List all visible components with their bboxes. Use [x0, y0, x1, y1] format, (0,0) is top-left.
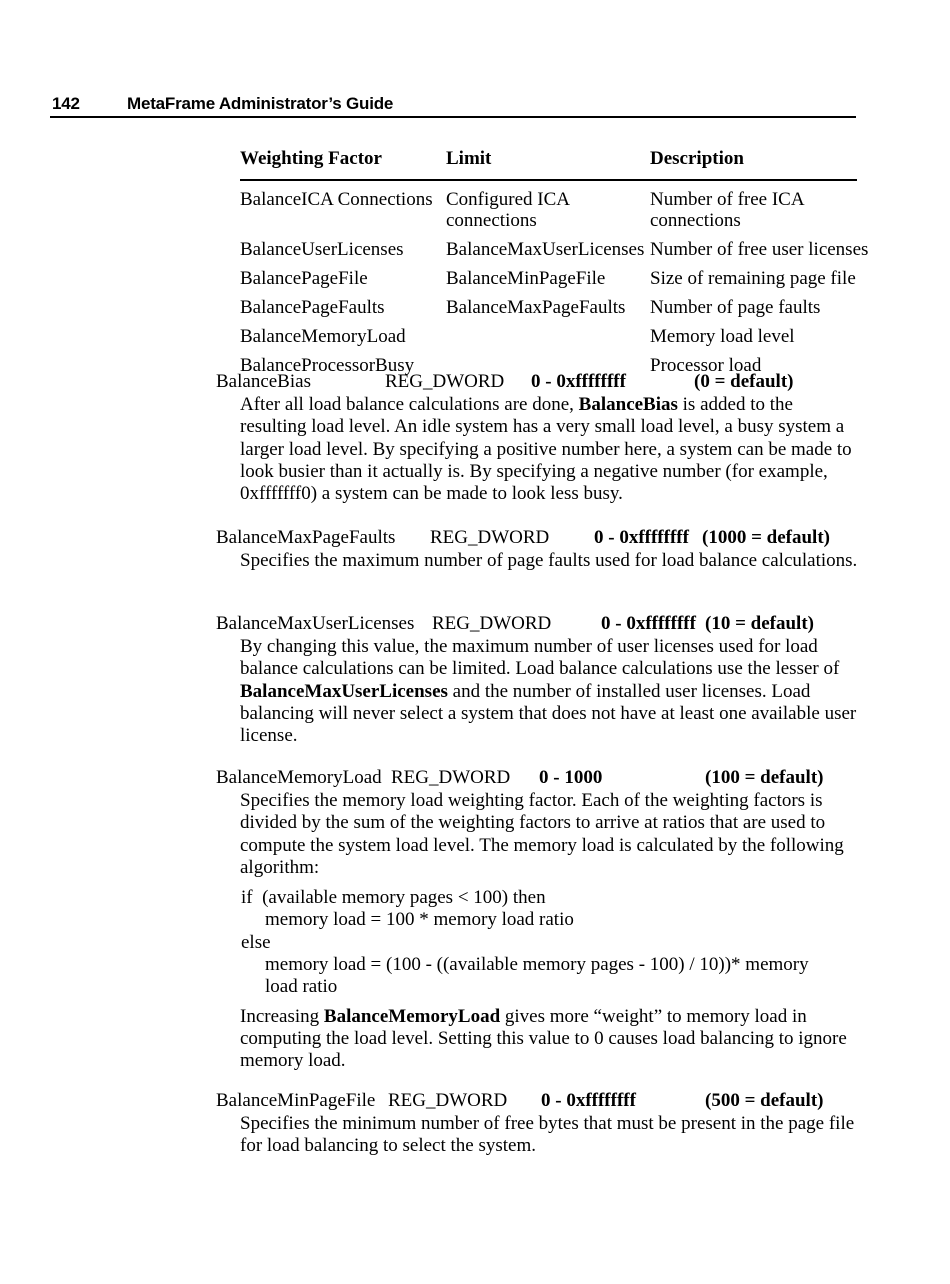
entry-type: REG_DWORD	[391, 767, 511, 788]
table-row	[240, 268, 880, 289]
registry-entry-balanceminpagefile	[216, 1090, 882, 1158]
entry-default: (500 = default)	[705, 1090, 824, 1111]
entry-heading	[216, 613, 882, 636]
registry-entry-balancebias	[216, 371, 882, 505]
paragraph-bold-term: BalanceMaxUserLicenses	[240, 680, 448, 702]
weighting-factor-table	[240, 148, 880, 376]
algorithm-block	[241, 887, 882, 998]
cell-limit: Configured ICA connections	[446, 189, 569, 231]
entry-type: REG_DWORD	[430, 527, 550, 548]
column-header-description: Description	[650, 148, 744, 169]
page-number: 142	[52, 94, 80, 113]
algorithm-line: else	[241, 931, 271, 953]
cell-description: Size of remaining page file	[650, 268, 856, 289]
cell-factor: BalanceICA Connections	[240, 189, 433, 210]
entry-heading	[216, 1090, 882, 1113]
cell-factor: BalancePageFile	[240, 268, 368, 289]
table-header-row	[240, 148, 857, 181]
entry-range: 0 - 0xffffffff	[541, 1090, 636, 1111]
entry-name: BalanceMemoryLoad	[216, 767, 382, 788]
paragraph-bold-term: BalanceBias	[578, 394, 678, 415]
cell-description: Memory load level	[650, 326, 795, 347]
entry-type: REG_DWORD	[432, 613, 552, 634]
algorithm-line: memory load = 100 * memory load ratio	[265, 909, 574, 931]
paragraph-text: gives more “weight” to memory load in computing the load level. Setting this value to 0 causes load balancing to ignore memory load.	[240, 1005, 847, 1072]
entry-paragraph	[240, 1006, 861, 1073]
table-row	[240, 326, 880, 347]
registry-entry-balancememoryload	[216, 767, 882, 1073]
cell-factor: BalanceProcessorBusy	[240, 355, 415, 376]
cell-description: Processor load	[650, 355, 762, 376]
column-header-weighting-factor: Weighting Factor	[240, 148, 382, 169]
entry-paragraph: Specifies the memory load weighting factor. Each of the weighting factors is divided by the sum of the weighting factors to arrive at ratios that are used to compute the system load level. The memory load is calculated by the following algorithm:	[240, 790, 844, 878]
table-row	[240, 189, 880, 231]
entry-range: 0 - 0xffffffff	[531, 371, 626, 392]
paragraph-bold-term: BalanceMemoryLoad	[323, 1005, 501, 1027]
cell-description: Number of free ICA connections	[650, 189, 804, 231]
cell-limit: BalanceMinPageFile	[446, 268, 606, 289]
entry-default: (0 = default)	[694, 371, 794, 392]
registry-entry-balancemaxpagefaults	[216, 527, 882, 572]
entry-default: (10 = default)	[705, 613, 814, 634]
column-header-limit: Limit	[446, 148, 492, 169]
header-rule	[50, 116, 856, 118]
entry-heading	[216, 371, 882, 394]
paragraph-text: and the number of installed user licenses. Load balancing will never select a system that does not have at least one available user license.	[240, 680, 857, 747]
paragraph-text: Increasing	[240, 1005, 324, 1027]
entry-default: (1000 = default)	[702, 527, 830, 548]
entry-name: BalanceMaxPageFaults	[216, 527, 396, 548]
entry-range: 0 - 0xffffffff	[594, 527, 689, 548]
entry-range: 0 - 1000	[539, 767, 603, 788]
cell-limit: BalanceMaxUserLicenses	[446, 239, 645, 260]
entry-type: REG_DWORD	[385, 371, 505, 392]
entry-name: BalanceMaxUserLicenses	[216, 613, 415, 634]
entry-name: BalanceBias	[216, 371, 311, 392]
algorithm-line: memory load = (100 - ((available memory pages - 100) / 10))* memory	[265, 954, 809, 976]
algorithm-line: if (available memory pages < 100) then	[241, 887, 546, 909]
entry-type: REG_DWORD	[388, 1090, 508, 1111]
registry-entry-balancemaxuserlicenses	[216, 613, 882, 747]
cell-factor: BalanceMemoryLoad	[240, 326, 406, 347]
entry-paragraph: Specifies the minimum number of free bytes that must be present in the page file for load balancing to select the system.	[240, 1113, 855, 1157]
entry-paragraph: Specifies the maximum number of page faults used for load balance calculations.	[240, 550, 858, 571]
entry-range: 0 - 0xffffffff	[601, 613, 696, 634]
cell-limit: BalanceMaxPageFaults	[446, 297, 626, 318]
table-row	[240, 297, 880, 318]
entry-paragraph	[240, 394, 861, 505]
cell-limit	[446, 326, 650, 347]
cell-description: Number of free user licenses	[650, 239, 869, 260]
cell-factor: BalancePageFaults	[240, 297, 385, 318]
paragraph-text: By changing this value, the maximum number of user licenses used for load balance calculations can be limited. Load balance calculations use the lesser of	[240, 636, 840, 680]
table-row	[240, 239, 880, 260]
entry-heading	[216, 767, 882, 790]
entry-paragraph	[240, 636, 861, 747]
cell-factor: BalanceUserLicenses	[240, 239, 404, 260]
paragraph-text: After all load balance calculations are done,	[240, 394, 579, 415]
entry-default: (100 = default)	[705, 767, 824, 788]
entry-heading	[216, 527, 882, 550]
paragraph-text: is added to the resulting load level. An idle system has a very small load level, a busy system a larger load level. By specifying a positive number here, a system can be made to look busier than it actually is. By specifying a negative number (for example, 0xfffffff0) a system can be made to look less busy.	[240, 394, 852, 505]
cell-description: Number of page faults	[650, 297, 821, 318]
entry-name: BalanceMinPageFile	[216, 1090, 376, 1111]
page-title: MetaFrame Administrator’s Guide	[127, 94, 394, 113]
algorithm-line: load ratio	[265, 976, 338, 998]
